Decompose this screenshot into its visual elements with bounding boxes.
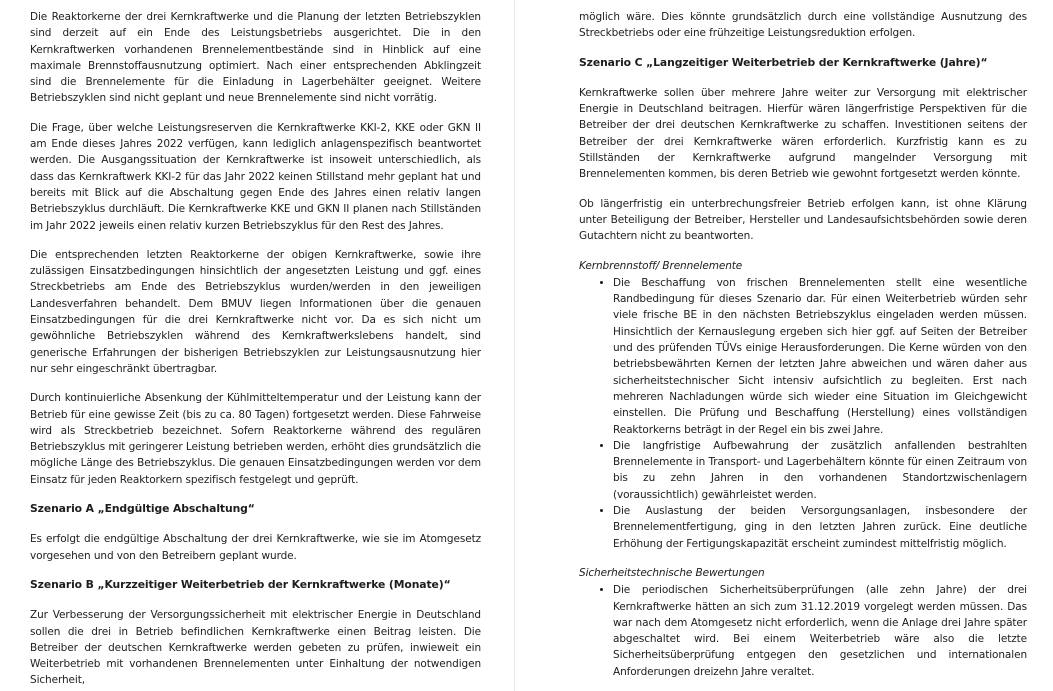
paragraph-scenario-c-body: Kernkraftwerke sollen über mehrere Jahre weiter zur Versorgung mit elektrischer Energie in Deutschland beitragen. Hierfür wären längerfristige Perspektiven für die Betreiber der drei deutschen Kernkraftwerke zu schaffen. Investitionen seitens der Betreiber der drei Kernkraftwerke wären erforderlich. Kurzfristig kann es zu Stillständen der Kernkraftwerke aufgrund mangelnder Versorgung mit Brennelementen kommen, bis deren Betrieb wie gewohnt fortgesetzt werden könnte. (579, 86, 1027, 181)
document-page-right (515, 0, 1053, 691)
fuel-bullet-list (579, 275, 1027, 552)
fuel-bullet-item: • Die langfristige Aufbewahrung der zusätzlich anfallenden bestrahlten Brennelemente in Transport- und Lagerbehältern könnte für einen Zeitraum von bis zu zehn Jahren in den vorhandenen Standortzwischenlagern (voraussichtlich) gewährleistet werden. (613, 438, 1027, 503)
subheading-safety-assessments: Sicherheitstechnische Bewertungen (579, 566, 765, 579)
safety-bullet-item: • Die periodischen Sicherheitsüberprüfungen (alle zehn Jahre) der drei Kernkraftwerke hätten an sich zum 31.12.2019 vorgelegt werden müssen. Das war nach dem Atomgesetz nicht erforderlich, wenn die Anlage drei Jahre später abgeschaltet wird. Bei einem Weiterbetrieb wäre also die letzte Sicherheitsüberprüfung entgegen den gesetzlichen und internationalen Anforderungen dreizehn Jahre veraltet. (613, 582, 1027, 680)
document-page-left (0, 0, 514, 691)
safety-bullet-list (579, 582, 1027, 680)
heading-scenario-a: Szenario A „Endgültige Abschaltung“ (30, 502, 255, 516)
paragraph-last-cores: Die entsprechenden letzten Reaktorkerne der obigen Kernkraftwerke, sowie ihre zulässigen Einsatzbedingungen hinsichtlich der angesetzten Leistung und ggf. eines Streckbetriebs am Ende des Betriebszyklus wurden/werden in den jeweiligen Landesverfahren behandelt. Dem BMUV liegen Informationen über die genauen Einsatzbedingungen für die drei Kernkraftwerke nicht vor. Da es sich nicht um gewöhnliche Betriebszyklen während des Kernkraftwerkslebens handelt, sind generische Erfahrungen der bisherigen Betriebszyklen zur Leistungsausnutzung hier nur sehr eingeschränkt übertragbar. (30, 248, 481, 375)
paragraph-uninterrupted-operation: Ob längerfristig ein unterbrechungsfreier Betrieb erfolgen kann, ist ohne Klärung unter Beteiligung der Betreiber, Hersteller und Landesaufsichtsbehörden sowie deren Gutachtern nicht zu beantworten. (579, 197, 1027, 243)
subheading-fuel-elements: Kernbrennstoff/ Brennelemente (579, 259, 743, 272)
heading-scenario-c: Szenario C „Langzeitiger Weiterbetrieb der Kernkraftwerke (Jahre)“ (579, 55, 988, 69)
paragraph-scenario-b-continued: möglich wäre. Dies könnte grundsätzlich durch eine vollständige Ausnutzung des Streckbetriebs oder eine frühzeitige Leistungsreduktion erfolgen. (579, 11, 1027, 40)
heading-scenario-b: Szenario B „Kurzzeitiger Weiterbetrieb der Kernkraftwerke (Monate)“ (30, 577, 451, 591)
paragraph-stretch-operation: Durch kontinuierliche Absenkung der Kühlmitteltemperatur und der Leistung kann der Betrieb für eine gewisse Zeit (bis zu ca. 80 Tagen) fortgesetzt werden. Diese Fahrweise wird als Streckbetrieb bezeichnet. Sofern Reaktorkerne während des regulären Betriebszyklus mit geringerer Leistung betrieben werden, erhöht dies grundsätzlich die mögliche Länge des Betriebszyklus. Die genauen Einsatzbedingungen werden vor dem Einsatz für jeden Reaktorkern spezifisch festgelegt und geprüft. (30, 392, 481, 486)
fuel-bullet-item: • Die Beschaffung von frischen Brennelementen stellt eine wesentliche Randbedingung für dieses Szenario dar. Für einen Weiterbetrieb würden sehr viele frische BE in den nächsten Betriebszyklus eingeladen werden müssen. Hinsichtlich der Kernauslegung ergeben sich hier ggf. auf Seiten der Betreiber und des prüfenden TÜVs einige Herausforderungen. Die Kerne würden von den betriebsbewährten Kernen der letzten Jahre abweichen und wären daher aus sicherheitstechnischer Sicht intensiv aufsichtlich zu begleiten. Erst nach mehreren Nachladungen würde sich wieder eine Situation im Gleichgewicht einstellen. Die Prüfung und Beschaffung (Herstellung) eines vollständigen Reaktorkerns beträgt in der Regel ein bis zwei Jahre. (613, 275, 1027, 438)
paragraph-scenario-b-body: Zur Verbesserung der Versorgungssicherheit mit elektrischer Energie in Deutschland sollen die drei in Betrieb befindlichen Kernkraftwerke einen Beitrag leisten. Die Betreiber der deutschen Kernkraftwerke werden gebeten zu prüfen, inwieweit ein Weiterbetrieb mit vorhandenen Brennelementen unter Einhaltung der notwendigen Sicherheit, (30, 609, 481, 687)
paragraph-reactor-cores: Die Reaktorkerne der drei Kernkraftwerke und die Planung der letzten Betriebszyklen sind derzeit auf ein Ende des Leistungsbetriebs ausgerichtet. Die in den Kernkraftwerken vorhandenen Brennelementbestände sind in Hinblick auf eine maximale Brennstoffausnutzung optimiert. Nach einer entsprechenden Abklingzeit sind die Brennelemente für die Einladung in Lagerbehälter geeignet. Weitere Betriebszyklen sind nicht geplant und neue Brennelemente sind nicht vorrätig. (30, 11, 481, 105)
paragraph-power-reserves: Die Frage, über welche Leistungsreserven die Kernkraftwerke KKI-2, KKE oder GKN II am Ende dieses Jahres 2022 verfügen, kann lediglich anlagenspezifisch beantwortet werden. Die Ausgangssituation der Kernkraftwerke ist insoweit unterschiedlich, als dass das Kernkraftwerk KKI-2 für das Jahr 2022 keinen Stillstand mehr geplant hat und bereits mit Blick auf die Abschaltung gegen Ende des Jahres einen relativ langen Betriebszyklus durchläuft. Die Kernkraftwerke KKE und GKN II planen nach Stillständen im Jahr 2022 jeweils einen relativ kurzen Betriebszyklus für den Rest des Jahres. (30, 121, 481, 232)
fuel-bullet-item: • Die Auslastung der beiden Versorgungsanlagen, insbesondere der Brennelementfertigung, ging in den letzten Jahren zurück. Eine deutliche Erhöhung der Fertigungskapazität erscheint zumindest mittelfristig möglich. (613, 503, 1027, 552)
paragraph-scenario-a-body: Es erfolgt die endgültige Abschaltung der drei Kernkraftwerke, wie sie im Atomgesetz vorgesehen und von den Betreibern geplant wurde. (30, 533, 481, 562)
